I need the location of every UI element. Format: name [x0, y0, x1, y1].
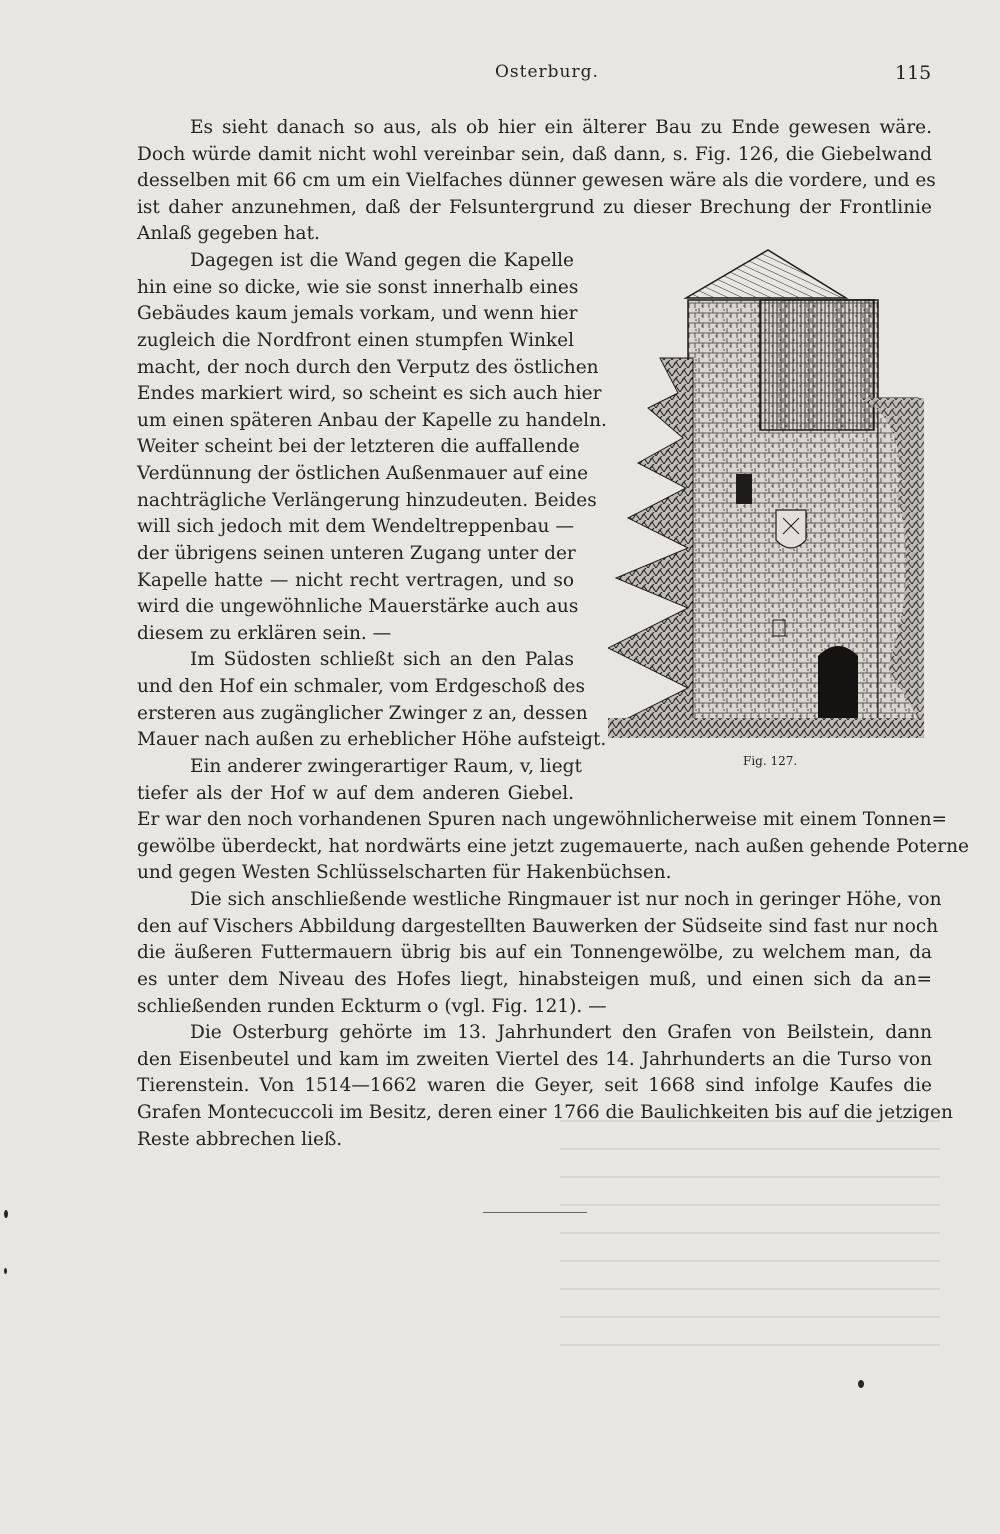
text-line: Die Osterburg gehörte im 13. Jahrhundert den Grafen von Beilstein, dann — [190, 1022, 932, 1043]
text-line: Doch würde damit nicht wohl vereinbar sein, daß dann, s. Fig. 126, die Giebelwand — [137, 144, 932, 165]
text-line: die äußeren Futtermauern übrig bis auf ein Tonnengewölbe, zu welchem man, da — [137, 942, 932, 963]
text-line: Die sich anschließende westliche Ringmauer ist nur noch in geringer Höhe, von — [190, 889, 942, 910]
text-line: hin eine so dicke, wie sie sonst innerhalb eines — [137, 277, 579, 298]
tower-illustration — [608, 248, 924, 738]
running-header: Osterburg. — [495, 62, 599, 82]
text-line: Kapelle hatte — nicht recht vertragen, und so — [137, 570, 574, 591]
page-number: 115 — [895, 62, 932, 84]
text-line: schließenden runden Eckturm o (vgl. Fig. 121). — — [137, 996, 607, 1017]
text-line: diesem zu erklären sein. — — [137, 623, 392, 644]
text-line: den Eisenbeutel und kam im zweiten Viertel des 14. Jahrhunderts an die Turso von — [137, 1049, 932, 1070]
text-line: zugleich die Nordfront einen stumpfen Winkel — [137, 330, 574, 351]
text-line: Reste abbrechen ließ. — [137, 1129, 343, 1150]
section-divider — [483, 1212, 587, 1213]
text-line: Mauer nach außen zu erheblicher Höhe aufsteigt. — [137, 729, 607, 750]
text-line: Dagegen ist die Wand gegen die Kapelle — [190, 250, 574, 271]
text-line: und gegen Westen Schlüsselscharten für Hakenbüchsen. — [137, 862, 672, 883]
text-line: Verdünnung der östlichen Außenmauer auf eine — [137, 463, 589, 484]
ink-speck — [858, 1380, 864, 1388]
text-line: tiefer als der Hof w auf dem anderen Giebel. — [137, 783, 574, 804]
text-line: Anlaß gegeben hat. — [137, 223, 320, 244]
text-line: Tierenstein. Von 1514—1662 waren die Geyer, seit 1668 sind infolge Kaufes die — [137, 1075, 932, 1096]
text-line: macht, der noch durch den Verputz des östlichen — [137, 357, 599, 378]
text-line: und den Hof ein schmaler, vom Erdgeschoß des — [137, 676, 586, 697]
text-line: Es sieht danach so aus, als ob hier ein älterer Bau zu Ende gewesen wäre. — [190, 117, 932, 138]
text-line: desselben mit 66 cm um ein Vielfaches dünner gewesen wäre als die vordere, und es — [137, 170, 936, 191]
text-line: nachträgliche Verlängerung hinzudeuten. Beides — [137, 490, 597, 511]
text-line: den auf Vischers Abbildung dargestellten Bauwerken der Südseite sind fast nur noch — [137, 916, 939, 937]
text-line: Im Südosten schließt sich an den Palas — [190, 649, 574, 670]
bleed-through-shadow — [560, 1120, 940, 1360]
text-line: ersteren aus zugänglicher Zwinger z an, dessen — [137, 703, 588, 724]
text-line: ist daher anzunehmen, daß der Felsuntergrund zu dieser Brechung der Frontlinie — [137, 197, 932, 218]
text-line: Er war den noch vorhandenen Spuren nach ungewöhnlicherweise mit einem Tonnen= — [137, 809, 947, 830]
text-line: wird die ungewöhnliche Mauerstärke auch aus — [137, 596, 579, 617]
text-line: gewölbe überdeckt, hat nordwärts eine jetzt zugemauerte, nach außen gehende Poterne — [137, 836, 969, 857]
text-line: der übrigens seinen unteren Zugang unter der — [137, 543, 576, 564]
text-line: Ein anderer zwingerartiger Raum, v, liegt — [190, 756, 582, 777]
ink-speck — [4, 1210, 8, 1218]
text-line: es unter dem Niveau des Hofes liegt, hinabsteigen muß, und einen sich da an= — [137, 969, 932, 990]
text-line: will sich jedoch mit dem Wendeltreppenbau — — [137, 516, 574, 537]
text-line: um einen späteren Anbau der Kapelle zu handeln. — [137, 410, 607, 431]
ink-speck — [4, 1268, 7, 1274]
text-line: Grafen Montecuccoli im Besitz, deren einer 1766 die Baulichkeiten bis auf die jetzigen — [137, 1102, 953, 1123]
figure-caption: Fig. 127. — [743, 754, 798, 768]
text-line: Gebäudes kaum jemals vorkam, und wenn hier — [137, 303, 578, 324]
text-line: Weiter scheint bei der letzteren die auffallende — [137, 436, 580, 457]
text-line: Endes markiert wird, so scheint es sich auch hier — [137, 383, 602, 404]
